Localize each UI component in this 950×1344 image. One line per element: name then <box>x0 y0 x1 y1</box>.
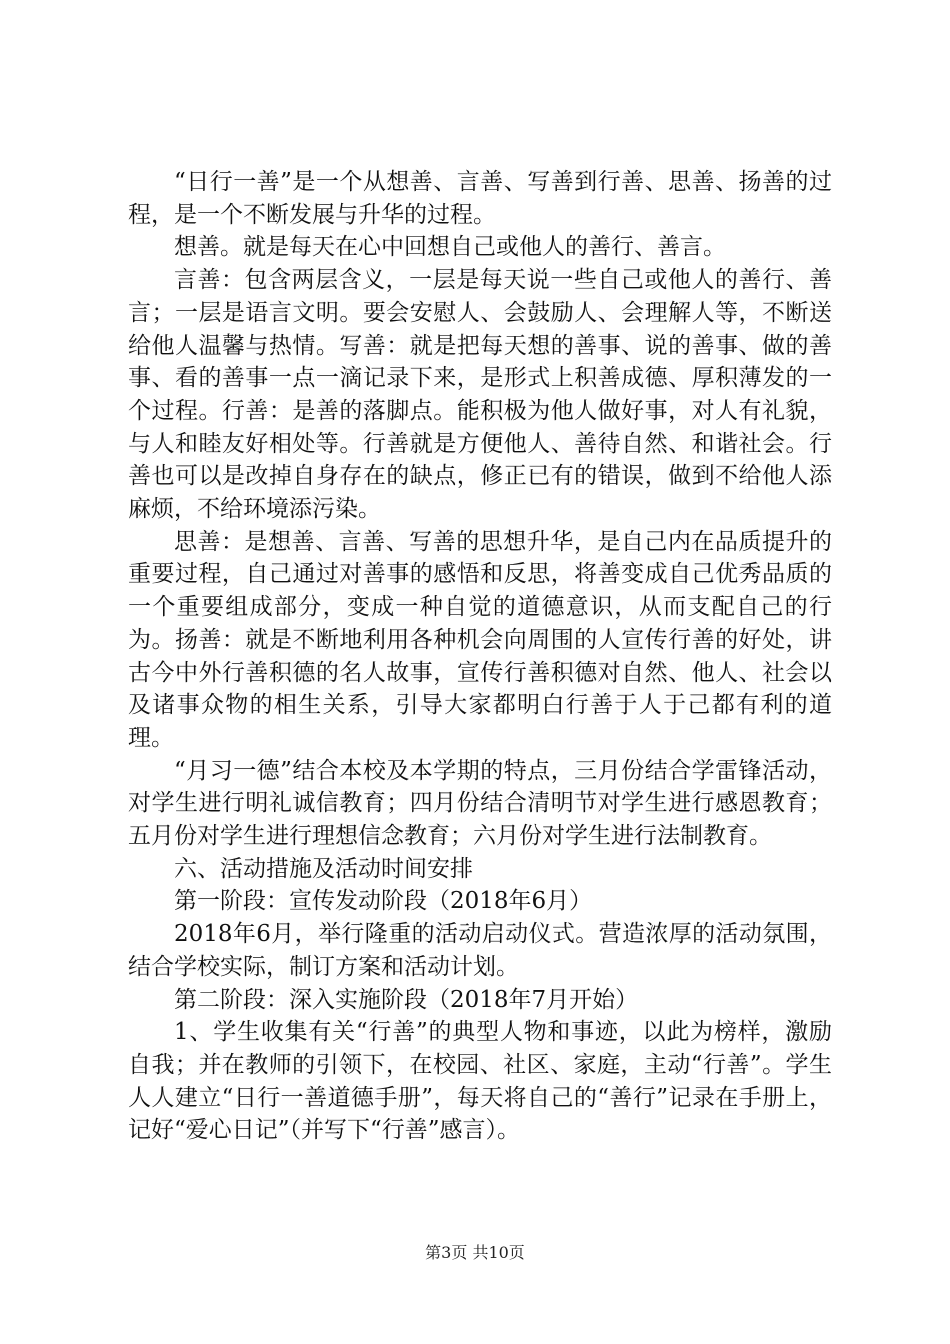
paragraph-xiang-shan: 想善。就是每天在心中回想自己或他人的善行、善言。 <box>174 234 726 261</box>
paragraph-stage-one: 2018年6月，举行隆重的活动启动仪式。营造浓厚的活动氛围，结合学校实际，制订方案和活动计划。 <box>128 921 832 980</box>
paragraph-stage-two-item-1: 1、学生收集有关“行善”的典型人物和事迹，以此为榜样，激励自我；并在教师的引领下，在校园、社区、家庭，主动“行善”。学生人人建立“日行一善道德手册”，每天将自己的“善行”记录在手册上，记好“爱心日记”（并写下“行善”感言）。 <box>128 1019 832 1144</box>
page-number-footer: 第3页 共10页 <box>425 1243 525 1262</box>
paragraph-ri-xing-yi-shan: “日行一善”是一个从想善、言善、写善到行善、思善、扬善的过程，是一个不断发展与升华的过程。 <box>128 169 832 228</box>
stage-one-heading: 第一阶段：宣传发动阶段（2018年6月） <box>174 888 593 915</box>
document-body <box>128 166 832 1147</box>
paragraph-yue-xi-yi-de: “月习一德”结合本校及本学期的特点，三月份结合学雷锋活动，对学生进行明礼诚信教育；四月份结合清明节对学生进行感恩教育；五月份对学生进行理想信念教育；六月份对学生进行法制教育。 <box>128 757 832 850</box>
section-heading-measures: 六、活动措施及活动时间安排 <box>174 855 473 882</box>
stage-two-heading: 第二阶段：深入实施阶段（2018年7月开始） <box>174 986 639 1013</box>
paragraph-yan-shan-xie-shan-xing-shan: 言善：包含两层含义，一层是每天说一些自己或他人的善行、善言；一层是语言文明。要会安慰人、会鼓励人、会理解人等，不断送给他人温馨与热情。写善：就是把每天想的善事、说的善事、做的善事、看的善事一点一滴记录下来，是形式上积善成德、厚积薄发的一个过程。行善：是善的落脚点。能积极为他人做好事，对人有礼貌，与人和睦友好相处等。行善就是方便他人、善待自然、和谐社会。行善也可以是改掉自身存在的缺点，修正已有的错误，做到不给他人添麻烦，不给环境添污染。 <box>128 267 832 523</box>
paragraph-si-shan-yang-shan: 思善：是想善、言善、写善的思想升华，是自己内在品质提升的重要过程，自己通过对善事的感悟和反思，将善变成自己优秀品质的一个重要组成部分，变成一种自觉的道德意识，从而支配自己的行为。扬善：就是不断地利用各种机会向周围的人宣传行善的好处，讲古今中外行善积德的名人故事，宣传行善积德对自然、他人、社会以及诸事众物的相生关系，引导大家都明白行善于人于己都有利的道理。 <box>128 528 832 751</box>
